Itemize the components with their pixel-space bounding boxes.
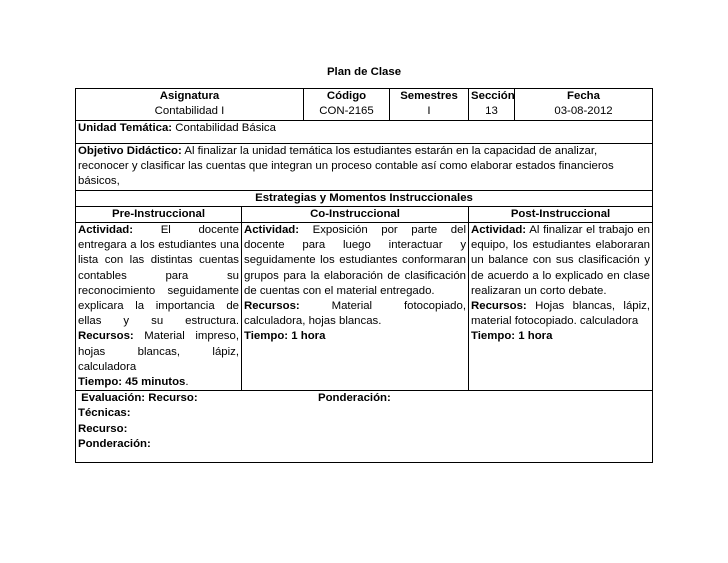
post-actividad-text: Al finalizar el trabajo en equipo, los estudiantes elaboraran un balance con sus clasificación y de acuerdo a lo explicado en clase realizaran un corto debate. [471,224,651,297]
seccion-value: 13 [485,105,498,118]
semestres-value: I [427,105,431,118]
unidad-cell [76,121,653,144]
pre-instruccional-header: Pre-Instruccional [76,206,242,222]
semestres-cell [390,89,469,121]
unidad-label: Unidad Temática: [78,122,173,134]
estrategias-row [76,190,653,206]
pre-recursos-label: Recursos: [78,330,134,343]
evaluacion-label: Evaluación: Recurso: [81,392,198,405]
unidad-value: Contabilidad Básica [175,122,276,134]
columns-row [76,206,653,222]
pre-tiempo-label: Tiempo: 45 minutos [78,376,186,389]
pre-recursos-text: Material impreso, hojas blancas, lápiz, calculadora [78,330,239,373]
co-tiempo-label: Tiempo: 1 hora [244,330,326,343]
header-row [76,89,653,121]
pre-actividad-text: El docente entregara a los estudiantes una lista con las distintas cuentas contables para su reconocimiento seguidamente explicara la importancia de ellas y su estructura. [78,224,239,328]
evaluacion-row [76,391,653,463]
post-tiempo-label: Tiempo: 1 hora [471,330,553,343]
evaluacion-ponderacion-label: Ponderación: [318,392,391,405]
objetivo-cell [76,144,653,191]
unidad-row [76,121,653,144]
co-actividad-label: Actividad: [244,224,300,237]
post-instruccional-cell [469,223,653,391]
codigo-label: Código [326,90,367,102]
objetivo-label: Objetivo Didáctico: [78,145,182,157]
asignatura-value: Contabilidad I [154,105,225,118]
co-recursos-label: Recursos: [244,300,300,313]
asignatura-cell [76,89,304,121]
codigo-cell [304,89,390,121]
co-actividad-text: Exposición por parte del docente para luego interactuar y seguidamente los estudiantes conformaran grupos para la elaboración de clasificación de cuentas con el material entregado. [244,224,467,297]
recurso-label: Recurso: [78,422,128,435]
co-instruccional-header: Co-Instruccional [242,206,469,222]
pre-actividad-label: Actividad: [78,224,134,237]
moments-row [76,223,653,391]
ponderacion-label: Ponderación: [78,437,151,450]
pre-instruccional-cell [76,223,242,391]
objetivo-value: Al finalizar la unidad temática los estudiantes estarán en la capacidad de analizar, reconocer y clasificar las cuentas que integran un proceso contable así como elaborar estados financieros básicos, [78,145,614,188]
post-instruccional-header: Post-Instruccional [469,206,653,222]
post-recursos-label: Recursos: [471,300,527,313]
evaluacion-cell [76,391,653,463]
fecha-label: Fecha [567,90,600,102]
co-recursos-text: Material fotocopiado, calculadora, hojas blancas. [244,300,467,328]
post-actividad-label: Actividad: [471,224,527,237]
document-title: Plan de Clase [326,66,402,78]
seccion-label: Sección [471,90,515,102]
fecha-value: 03-08-2012 [554,105,613,118]
asignatura-label: Asignatura [159,90,220,102]
lesson-plan-table [75,88,653,463]
objetivo-row [76,144,653,191]
codigo-value: CON-2165 [319,105,374,118]
estrategias-title: Estrategias y Momentos Instruccionales [76,190,653,206]
fecha-cell [515,89,653,121]
co-instruccional-cell [242,223,469,391]
post-recursos-text: Hojas blancas, lápiz, material fotocopiado. calculadora [471,300,651,328]
seccion-cell [469,89,515,121]
pre-tiempo-suffix: . [185,376,189,389]
tecnicas-label: Técnicas: [78,407,131,420]
semestres-label: Semestres [400,90,458,102]
